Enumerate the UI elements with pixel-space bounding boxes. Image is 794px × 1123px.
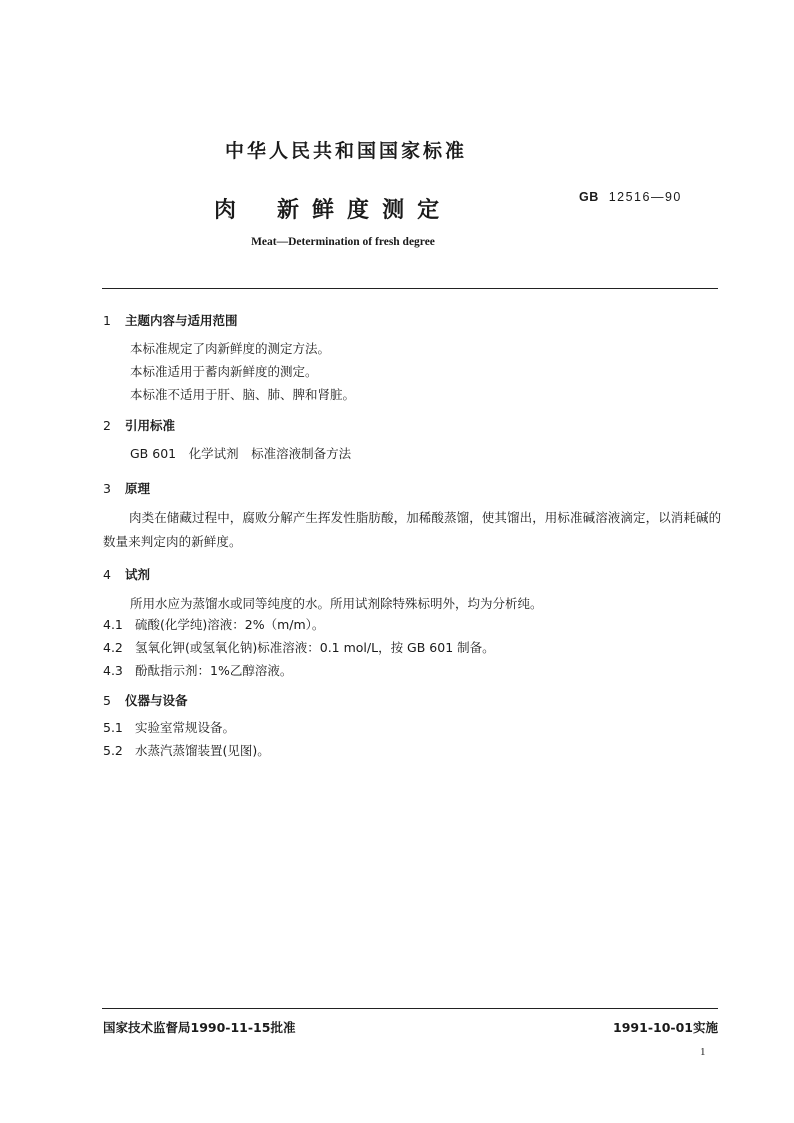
section-title: 原理 [125,481,151,496]
footer-divider [102,1008,718,1009]
section-title: 仪器与设备 [125,693,188,708]
paragraph: 本标准规定了肉新鲜度的测定方法。 [130,341,331,356]
clause-number: 4.2 [103,640,123,655]
clause-text: 硫酸(化学纯)溶液：2%（m/m）。 [135,617,325,632]
clause-4-1 [103,615,324,633]
clause-5-1 [103,718,235,736]
title-char: 度 [347,198,370,223]
clause-4-3 [103,661,292,679]
section-heading-1 [103,311,238,329]
title-char: 新 [277,198,300,223]
section-number: 1 [103,313,111,328]
reagent-intro: 所用水应为蒸馏水或同等纯度的水。所用试剂除特殊标明外，均为分析纯。 [130,596,543,611]
paragraph: 本标准不适用于肝、脑、肺、脾和肾脏。 [130,387,356,402]
section-title: 引用标准 [125,418,176,433]
title-char: 鲜 [312,198,335,223]
section-heading-4 [103,565,150,583]
title-char: 肉 [214,198,237,223]
title-char: 测 [382,198,405,223]
section-number: 4 [103,567,111,582]
clause-text: 水蒸汽蒸馏装置(见图)。 [135,743,270,758]
clause-text: 酚酞指示剂：1%乙醇溶液。 [135,663,293,678]
clause-text: 氢氧化钾(或氢氧化钠)标准溶液：0.1 mol/L，按 GB 601 制备。 [135,640,495,655]
principle-paragraph: 肉类在储藏过程中，腐败分解产生挥发性脂肪酸，加稀酸蒸馏，使其馏出，用标准碱溶液滴定，以消耗碱的数量来判定肉的新鲜度。 [103,510,722,549]
section-heading-2 [103,416,175,434]
section-number: 2 [103,418,111,433]
section-1-body [130,337,355,406]
clause-text: 实验室常规设备。 [135,720,236,735]
page-number: 1 [700,1046,706,1058]
section-title: 主题内容与适用范围 [125,313,238,328]
issuer-title: 中华人民共和国国家标准 [224,140,467,162]
section-title: 试剂 [125,567,151,582]
section-heading-5 [103,691,188,709]
english-title: Meat—Determination of fresh degree [251,236,435,248]
section-number: 3 [103,481,111,496]
standard-prefix: GB [579,190,599,204]
document-title [214,193,439,224]
clause-number: 5.1 [103,720,123,735]
clause-number: 5.2 [103,743,123,758]
referenced-standard: GB 601 化学试剂 标准溶液制备方法 [130,446,352,461]
effective-date: 1991-10-01实施 [613,1020,718,1035]
approval-line: 国家技术监督局1990-11-15批准 [103,1020,296,1035]
clause-number: 4.1 [103,617,123,632]
paragraph: 本标准适用于蓄肉新鲜度的测定。 [130,364,318,379]
section-heading-3 [103,479,150,497]
standard-code: 12516—90 [608,190,682,204]
section-number: 5 [103,693,111,708]
clause-5-2 [103,741,270,759]
standard-number [579,190,682,204]
title-char: 定 [417,198,440,223]
clause-number: 4.3 [103,663,123,678]
header-divider [102,288,718,289]
clause-4-2 [103,638,495,656]
